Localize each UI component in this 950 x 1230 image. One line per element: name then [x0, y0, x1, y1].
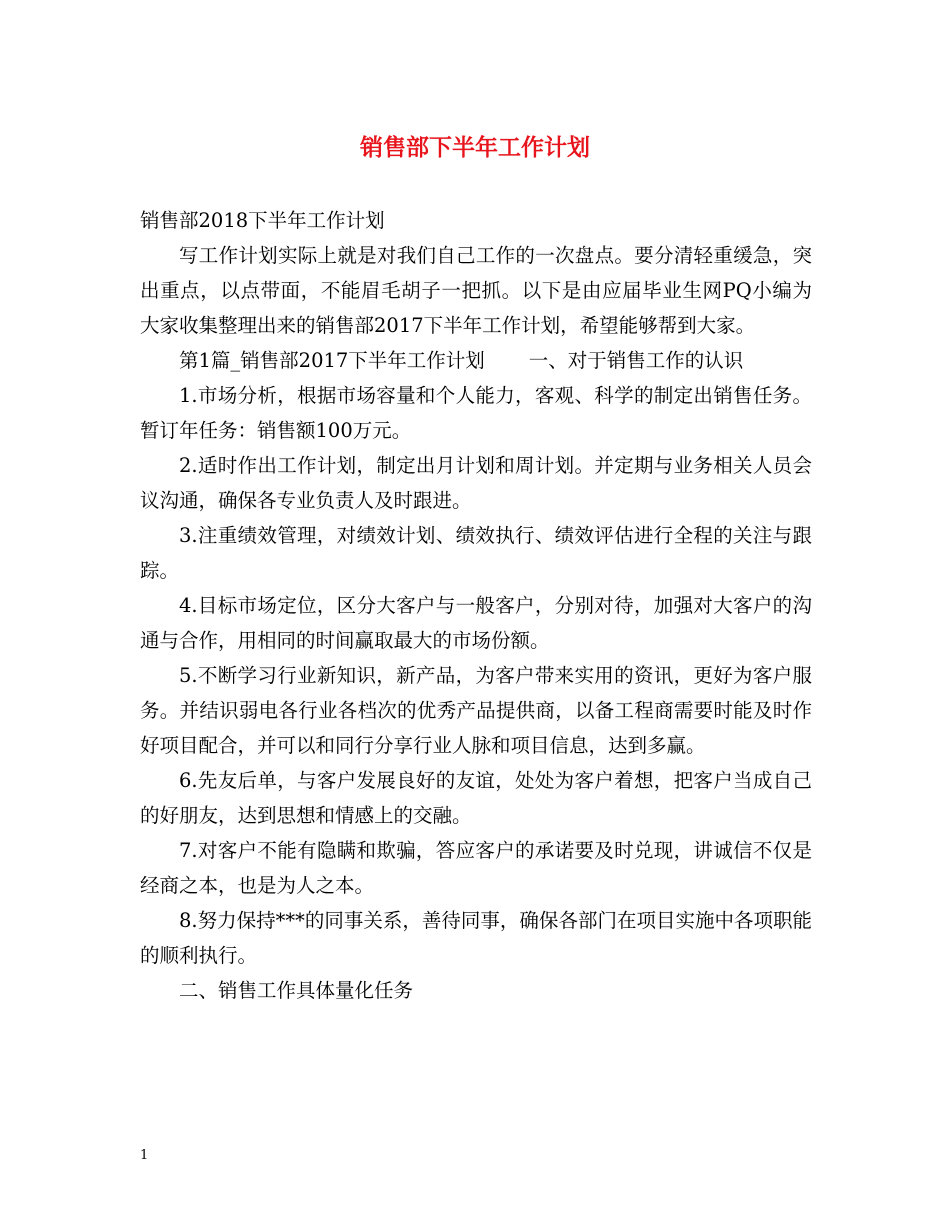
document-body	[140, 203, 812, 1008]
document-title: 销售部下半年工作计划	[360, 134, 590, 161]
intro-paragraph: 写工作计划实际上就是对我们自己工作的一次盘点。要分清轻重缓急，突出重点，以点带面，不能眉毛胡子一把抓。以下是由应届毕业生网PQ小编为大家收集整理出来的销售部2017下半年工作计划，希望能够帮到大家。	[140, 244, 812, 337]
list-item-3: 3.注重绩效管理，对绩效计划、绩效执行、绩效评估进行全程的关注与跟踪。	[140, 524, 812, 582]
list-item-1: 1.市场分析，根据市场容量和个人能力，客观、科学的制定出销售任务。暂订年任务：销售额100万元。	[140, 384, 812, 442]
list-item-4: 4.目标市场定位，区分大客户与一般客户，分别对待，加强对大客户的沟通与合作，用相同的时间赢取最大的市场份额。	[140, 594, 812, 652]
document-subtitle: 销售部2018下半年工作计划	[140, 209, 385, 232]
list-item-2: 2.适时作出工作计划，制定出月计划和周计划。并定期与业务相关人员会议沟通，确保各专业负责人及时跟进。	[140, 454, 812, 512]
list-item-5: 5.不断学习行业新知识，新产品，为客户带来实用的资讯，更好为客户服务。并结识弱电各行业各档次的优秀产品提供商，以备工程商需要时能及时作好项目配合，并可以和同行分享行业人脉和项目信息，达到多赢。	[140, 664, 812, 757]
list-item-8: 8.努力保持***的同事关系，善待同事，确保各部门在项目实施中各项职能的顺利执行。	[140, 909, 812, 967]
list-item-7: 7.对客户不能有隐瞒和欺骗，答应客户的承诺要及时兑现，讲诚信不仅是经商之本，也是为人之本。	[140, 839, 812, 897]
list-item-6: 6.先友后单，与客户发展良好的友谊，处处为客户着想，把客户当成自己的好朋友，达到思想和情感上的交融。	[140, 769, 812, 827]
section-2-heading: 二、销售工作具体量化任务	[179, 979, 414, 1002]
chapter-heading: 第1篇_销售部2017下半年工作计划	[179, 349, 485, 372]
page-number: 1	[140, 1148, 149, 1163]
chapter-heading-line	[140, 343, 812, 378]
section-1-heading: 一、对于销售工作的认识	[528, 349, 744, 372]
